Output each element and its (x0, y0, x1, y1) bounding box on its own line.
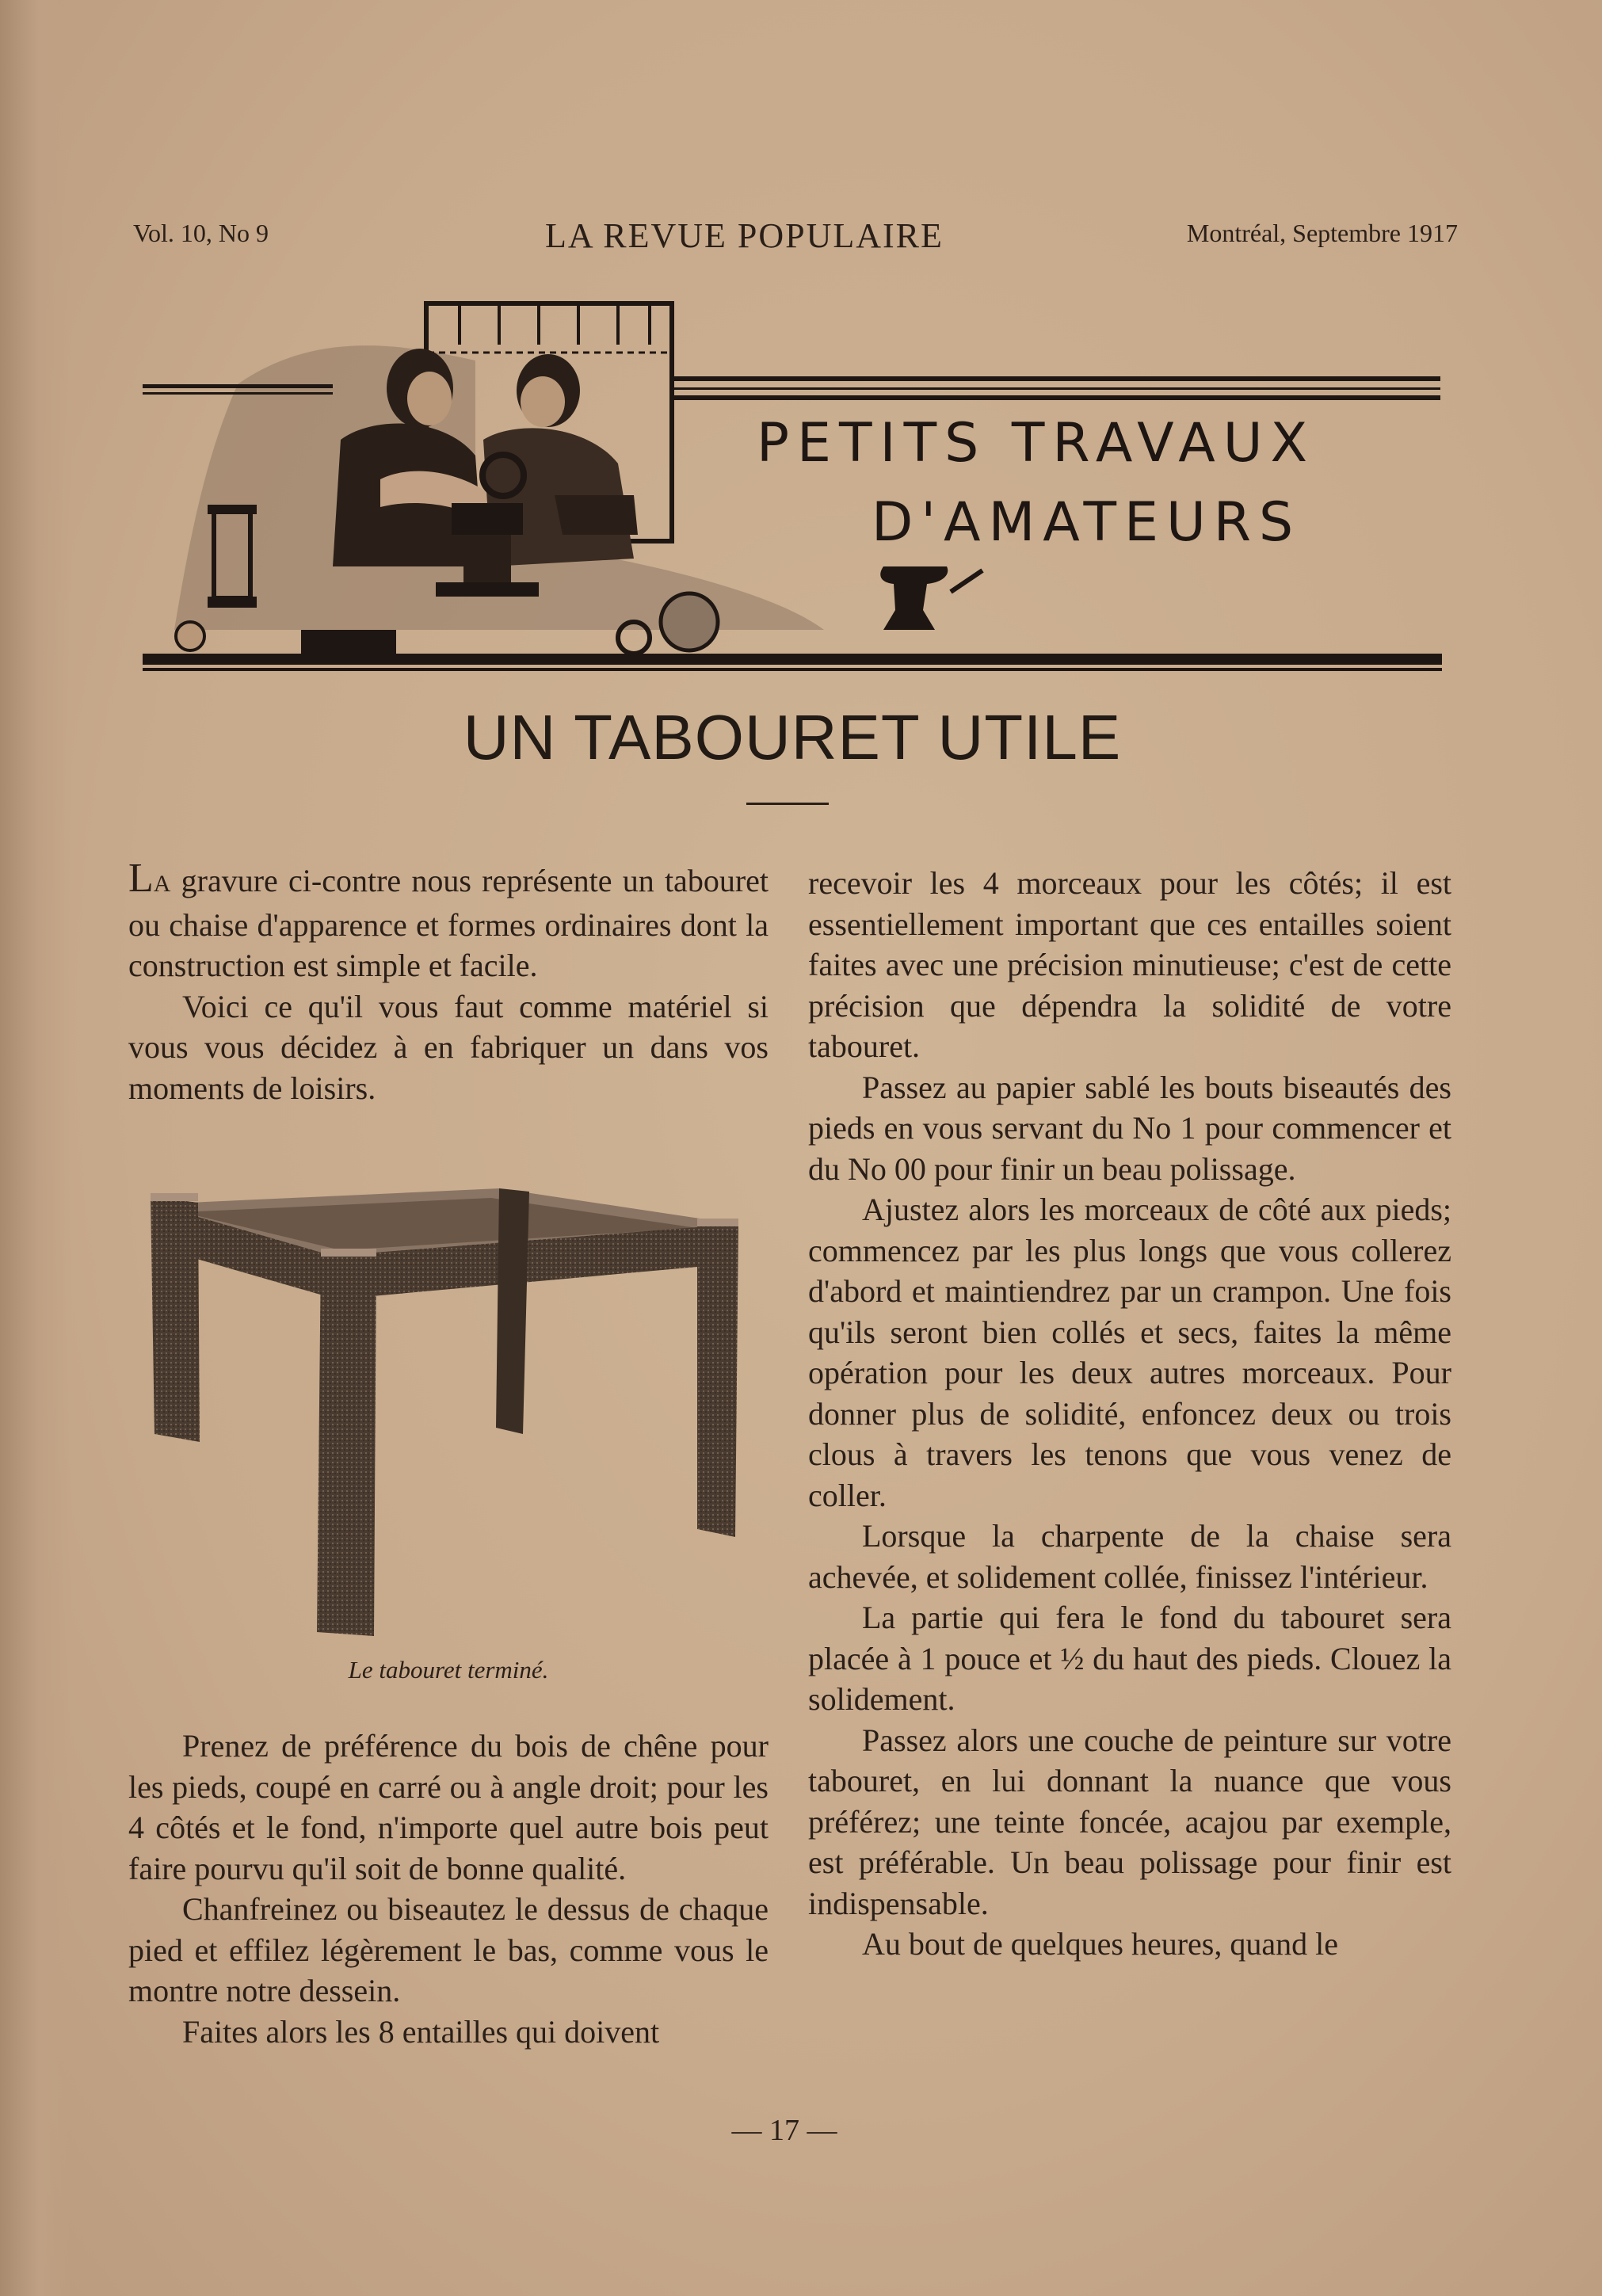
paragraph: Prenez de préférence du bois de chêne pour les pieds, coupé en carré ou à angle droit; pour les 4 côtés et le fond, n'importe quel autre bois peut faire pourvu qu'il soit de bonne qualité. (128, 1728, 769, 1886)
intro-text: gravure ci-contre nous représente un tabouret ou chaise d'apparence et formes ordinaires dont la construction est simple et facile. (128, 863, 769, 983)
paragraph: Chanfreinez ou biseautez le dessus de chaque pied et effilez légèrement le bas, comme vous le montre notre dessein. (128, 1891, 769, 2008)
volume-number: Vol. 10, No 9 (133, 219, 269, 247)
small-cap: A (153, 871, 171, 897)
publication-name: LA REVUE POPULAIRE (545, 216, 944, 255)
running-header (133, 215, 1458, 263)
paragraph: Passez alors une couche de peinture sur votre tabouret, en lui donnant la nuance que vous préférez; une teinte foncée, acajou par exemple, est préférable. Un beau polissage pour finir est indispensable. (808, 1722, 1451, 1921)
issue-date: Montréal, Septembre 1917 (1186, 219, 1458, 247)
drop-cap: L (128, 856, 154, 901)
section-banner (143, 297, 1450, 689)
finished-stool-photograph (151, 1180, 745, 1656)
page-number: — 17 — (731, 2114, 837, 2147)
paragraph: Faites alors les 8 entailles qui doivent (182, 2013, 660, 2050)
title-divider (746, 803, 829, 805)
continued-paragraph: recevoir les 4 morceaux pour les côtés; il est essentiellement important que ces entailles soient faites avec une précision minutieuse; c'est de cette précision que dépendra la solidité de votre tabouret. (808, 865, 1451, 1064)
paragraph: Au bout de quelques heures, quand le (862, 1926, 1338, 1962)
paragraph: Voici ce qu'il vous faut comme matériel si vous vous décidez à en fabriquer un dans vos moments de loisirs. (128, 988, 769, 1106)
paragraph: Ajustez alors les morceaux de côté aux pieds; commencez par les plus longs que vous collerez d'abord et maintiendrez par un crampon. Une fois qu'ils seront bien collés et secs, faites la même opération pour les deux autres morceaux. Pour donner plus de solidité, enfoncez deux ou trois clous à travers les tenons que vous venez de coller. (808, 1192, 1451, 1513)
page-binding-edge (0, 0, 71, 2296)
banner-title-line-1: PETITS TRAVAUX (757, 412, 1316, 475)
figure-caption: Le tabouret terminé. (348, 1656, 549, 1684)
paragraph: La partie qui fera le fond du tabouret sera placée à 1 pouce et ½ du haut des pieds. Clouez la solidement. (808, 1600, 1451, 1717)
intro-paragraph (128, 858, 769, 986)
paragraph: Passez au papier sablé les bouts biseautés des pieds en vous servant du No 1 pour commencer et du No 00 pour finir un beau polissage. (808, 1069, 1451, 1187)
left-column-bottom (128, 1726, 769, 2052)
paragraph: Lorsque la charpente de la chaise sera achevée, et solidement collée, finissez l'intérieur. (808, 1518, 1451, 1595)
banner-title-line-2: D'AMATEURS (872, 491, 1302, 554)
right-column (808, 863, 1451, 1965)
left-column-top (128, 858, 769, 1108)
article-title: UN TABOURET UTILE (463, 702, 1122, 772)
